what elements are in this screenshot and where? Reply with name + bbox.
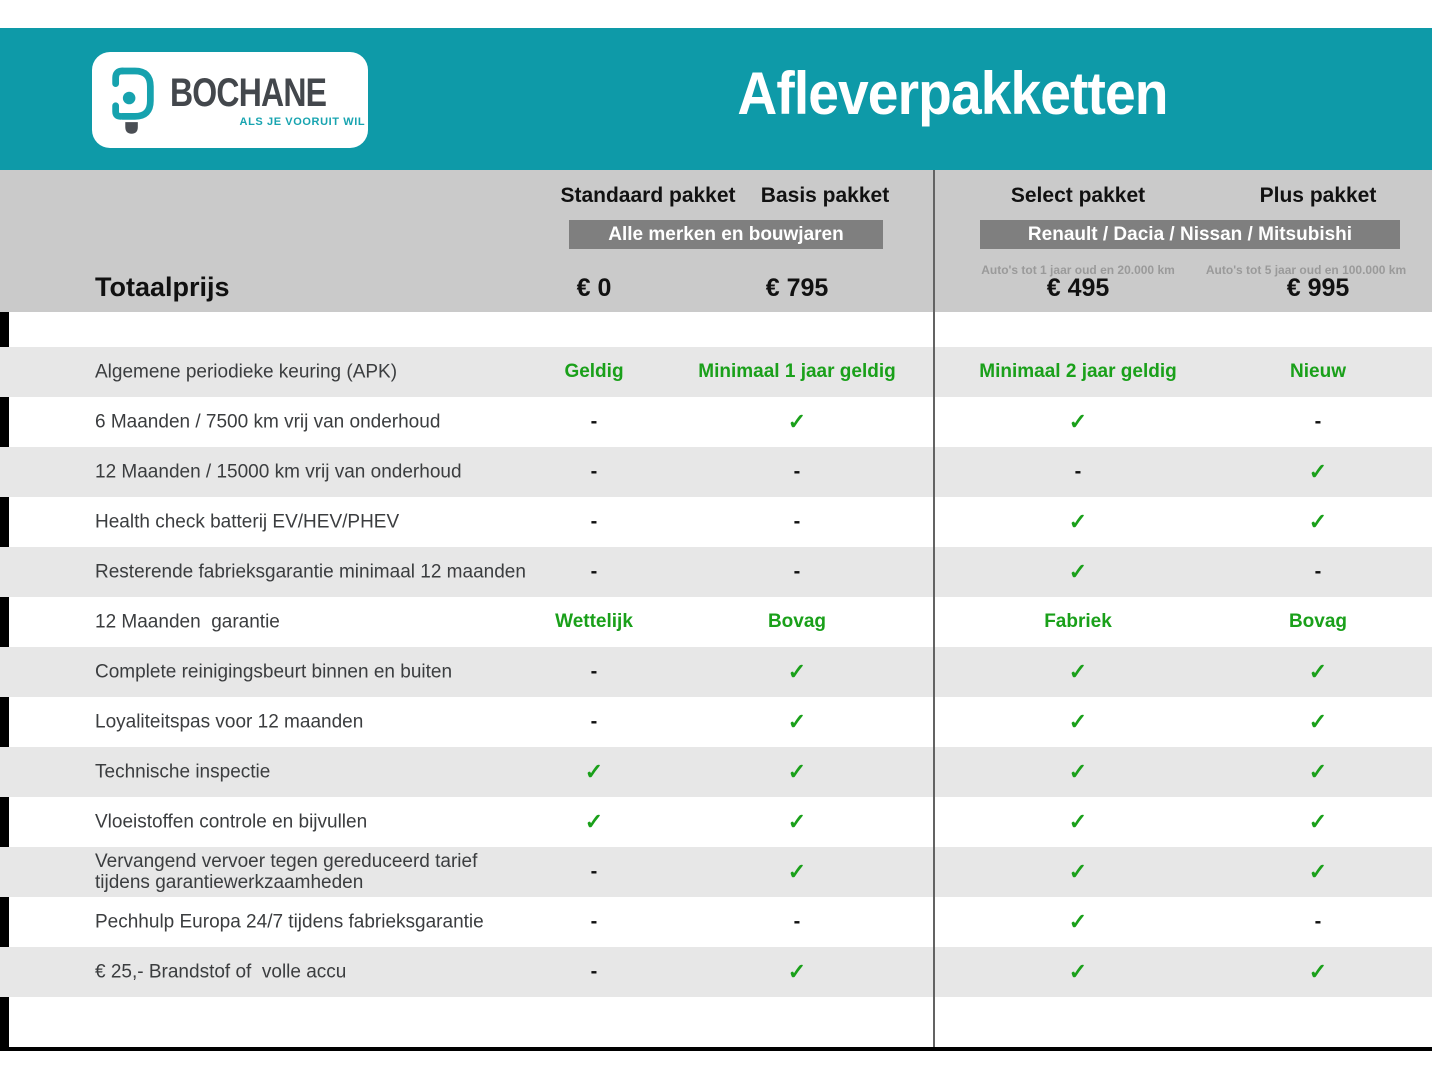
feature-label: Complete reinigingsbeurt binnen en buiten [95, 661, 453, 683]
check-icon: ✓ [1068, 909, 1088, 934]
dash-mark: - [1314, 410, 1322, 433]
header-band [0, 28, 1432, 170]
feature-label: 6 Maanden / 7500 km vrij van onderhoud [95, 411, 441, 433]
check-icon: ✓ [1068, 559, 1088, 584]
check-icon: ✓ [1308, 759, 1328, 784]
table-row [0, 747, 1432, 797]
table-row [0, 547, 1432, 597]
dash-mark: - [590, 860, 598, 883]
column-caption-plus: Auto's tot 5 jaar oud en 100.000 km [1205, 263, 1407, 277]
dash-mark: - [1074, 460, 1082, 483]
dash-mark: - [793, 510, 801, 533]
table-row [0, 597, 1432, 647]
feature-label: Health check batterij EV/HEV/PHEV [95, 511, 400, 533]
group-divider-line [933, 170, 935, 1051]
check-icon: ✓ [1068, 409, 1088, 434]
column-header-basis: Basis pakket [760, 184, 890, 207]
feature-rows [0, 347, 1432, 997]
value-text: Wettelijk [555, 611, 633, 632]
dash-mark: - [590, 560, 598, 583]
check-icon: ✓ [1068, 759, 1088, 784]
table-row [0, 497, 1432, 547]
table-row [0, 647, 1432, 697]
check-icon: ✓ [1308, 959, 1328, 984]
check-icon: ✓ [1068, 859, 1088, 884]
brand-name: BOCHANE [170, 70, 327, 115]
feature-label: 12 Maanden garantie [95, 611, 280, 633]
price-basis: € 795 [765, 274, 829, 302]
dash-mark: - [793, 910, 801, 933]
dash-mark: - [590, 710, 598, 733]
feature-label: Loyaliteitspas voor 12 maanden [95, 711, 364, 733]
check-icon: ✓ [1308, 859, 1328, 884]
table-row [0, 797, 1432, 847]
price-standaard: € 0 [576, 274, 612, 302]
column-header-band [0, 170, 1432, 312]
dash-mark: - [590, 460, 598, 483]
dash-mark: - [590, 660, 598, 683]
column-header-standaard: Standaard pakket [560, 184, 736, 207]
price-plus: € 995 [1286, 274, 1350, 302]
value-text: Bovag [1288, 611, 1348, 632]
table-row [0, 447, 1432, 497]
table-row [0, 397, 1432, 447]
column-caption-select: Auto's tot 1 jaar oud en 20.000 km [981, 263, 1175, 277]
total-price-label: Totaalprijs [95, 272, 230, 302]
dash-mark: - [793, 560, 801, 583]
dash-mark: - [590, 410, 598, 433]
value-text: Minimaal 1 jaar geldig [698, 361, 896, 382]
value-text: Minimaal 2 jaar geldig [979, 361, 1177, 382]
check-icon: ✓ [1308, 659, 1328, 684]
bochane-logo [92, 52, 368, 148]
table-row [0, 897, 1432, 947]
dash-mark: - [1314, 910, 1322, 933]
check-icon: ✓ [787, 809, 807, 834]
table-bottom-border [0, 1047, 1432, 1051]
check-icon: ✓ [584, 809, 604, 834]
feature-label: Pechhulp Europa 24/7 tijdens fabrieksgarantie [95, 911, 484, 933]
table-row [0, 947, 1432, 997]
brand-tagline: ALS JE VOORUIT WIL [239, 115, 366, 128]
check-icon: ✓ [584, 759, 604, 784]
check-icon: ✓ [787, 709, 807, 734]
group-badge-all-brands: Alle merken en bouwjaren [569, 220, 883, 249]
dash-mark: - [1314, 560, 1322, 583]
dash-mark: - [590, 910, 598, 933]
check-icon: ✓ [787, 859, 807, 884]
table-row [0, 697, 1432, 747]
group-badge-renault-group: Renault / Dacia / Nissan / Mitsubishi [980, 220, 1400, 249]
dash-mark: - [590, 960, 598, 983]
value-text: Geldig [564, 361, 624, 382]
table-row [0, 847, 1432, 897]
value-text: Bovag [767, 611, 827, 632]
column-header-select: Select pakket [1010, 184, 1146, 207]
page-title: Afleverpakketten [737, 60, 1168, 127]
check-icon: ✓ [787, 409, 807, 434]
value-text: Nieuw [1290, 361, 1346, 382]
check-icon: ✓ [1068, 959, 1088, 984]
feature-label: Algemene periodieke keuring (APK) [95, 361, 398, 383]
check-icon: ✓ [1308, 809, 1328, 834]
check-icon: ✓ [787, 959, 807, 984]
feature-label: Vervangend vervoer tegen gereduceerd tarief tijdens garantiewerkzaamheden [95, 851, 483, 893]
check-icon: ✓ [1308, 709, 1328, 734]
feature-label: 12 Maanden / 15000 km vrij van onderhoud [95, 461, 462, 483]
check-icon: ✓ [1068, 509, 1088, 534]
feature-label: Vloeistoffen controle en bijvullen [95, 811, 368, 833]
dash-mark: - [590, 510, 598, 533]
check-icon: ✓ [1308, 459, 1328, 484]
feature-label: Resterende fabrieksgarantie minimaal 12 maanden [95, 561, 526, 583]
check-icon: ✓ [1068, 659, 1088, 684]
check-icon: ✓ [1068, 709, 1088, 734]
column-header-plus: Plus pakket [1259, 184, 1377, 207]
value-text: Fabriek [1044, 611, 1112, 632]
price-select: € 495 [1046, 274, 1110, 302]
check-icon: ✓ [1308, 509, 1328, 534]
check-icon: ✓ [1068, 809, 1088, 834]
check-icon: ✓ [787, 659, 807, 684]
check-icon: ✓ [787, 759, 807, 784]
table-row [0, 347, 1432, 397]
bochane-car-icon [106, 62, 160, 141]
feature-label: € 25,- Brandstof of volle accu [95, 961, 347, 983]
feature-label: Technische inspectie [95, 761, 271, 783]
dash-mark: - [793, 460, 801, 483]
